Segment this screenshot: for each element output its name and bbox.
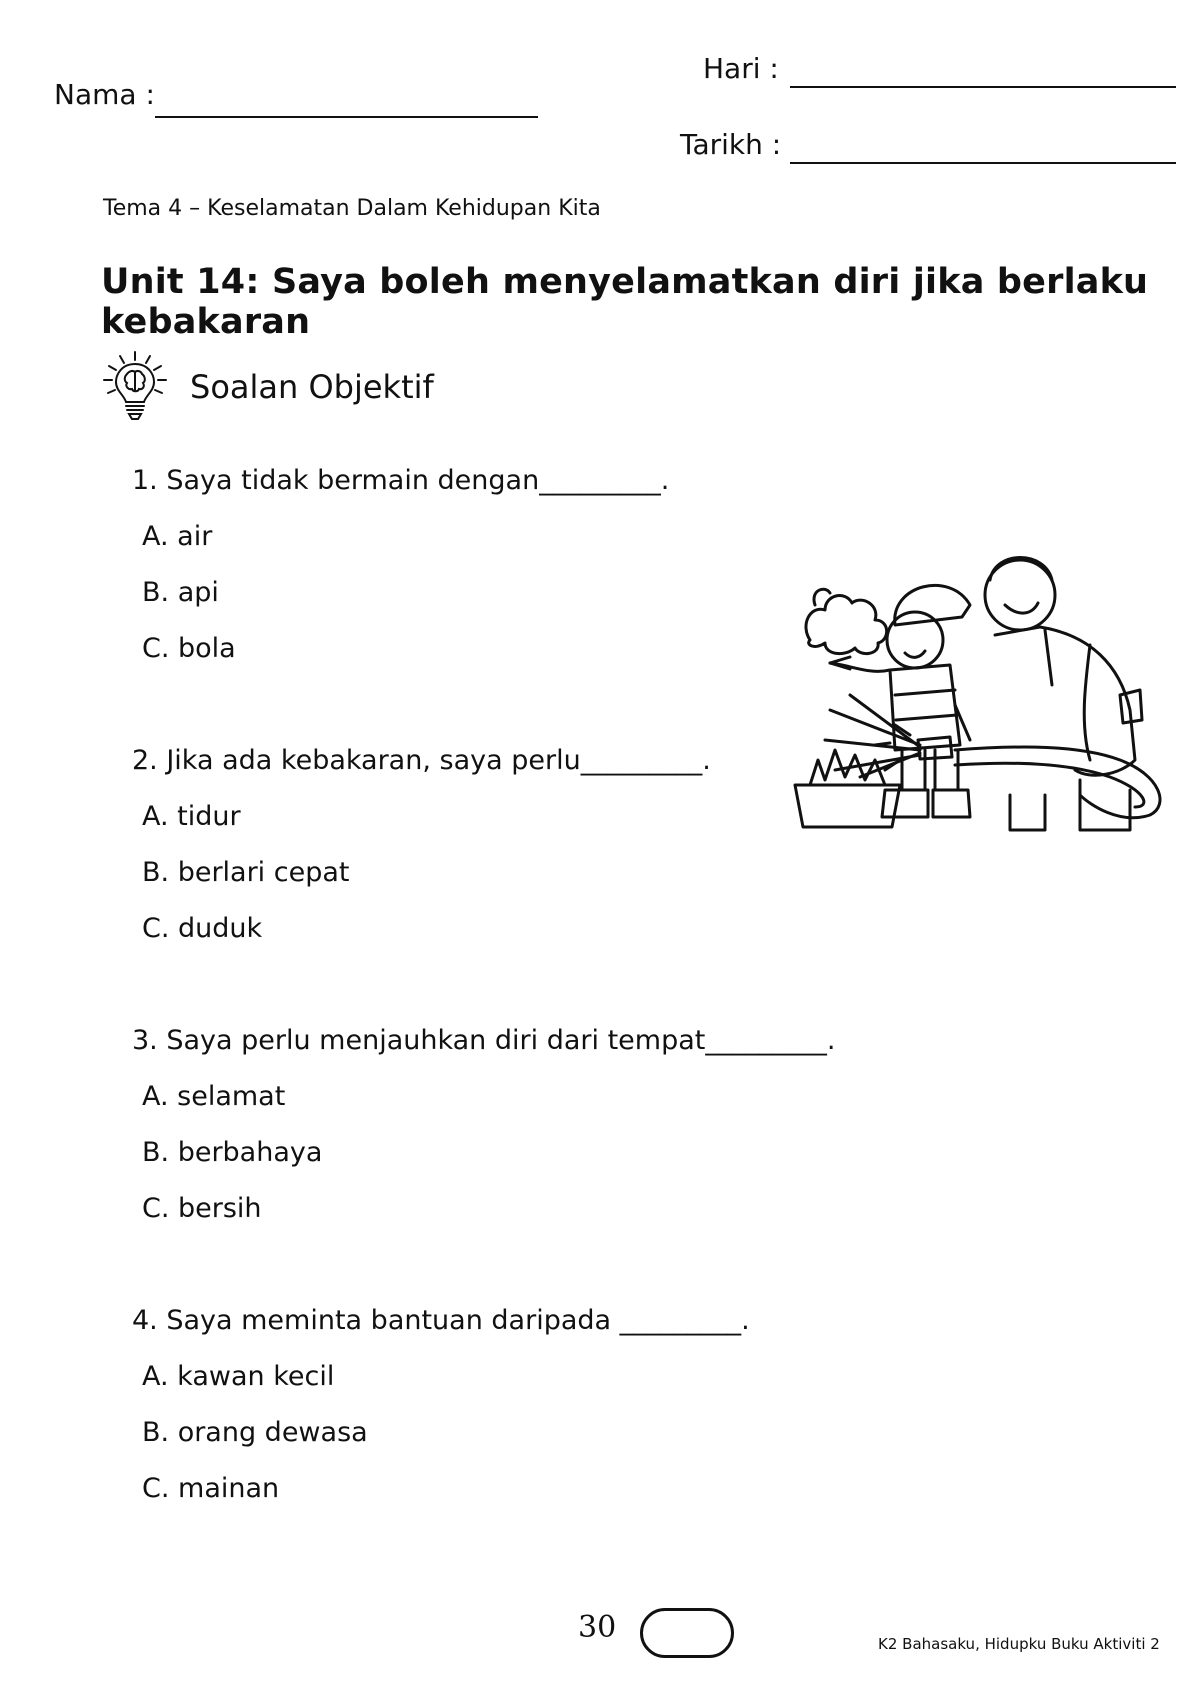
question-2-option-c[interactable]: C. duduk <box>142 913 263 944</box>
nama-label: Nama : <box>54 78 155 111</box>
question-3-option-b[interactable]: B. berbahaya <box>142 1137 323 1168</box>
question-1-option-b[interactable]: B. api <box>142 577 219 608</box>
question-3: 3. Saya perlu menjauhkan diri dari tempat_________. <box>132 1025 836 1056</box>
question-4-option-b[interactable]: B. orang dewasa <box>142 1417 368 1448</box>
unit-title: Unit 14: Saya boleh menyelamatkan diri jika berlaku kebakaran <box>101 262 1149 342</box>
question-2-option-a[interactable]: A. tidur <box>142 801 241 832</box>
question-4: 4. Saya meminta bantuan daripada _________. <box>132 1305 750 1336</box>
hari-field[interactable] <box>790 86 1176 88</box>
question-1-option-c[interactable]: C. bola <box>142 633 236 664</box>
question-1-option-a[interactable]: A. air <box>142 521 213 552</box>
section-title: Soalan Objektif <box>190 368 434 406</box>
question-4-option-c[interactable]: C. mainan <box>142 1473 280 1504</box>
page-score-box[interactable] <box>640 1608 734 1658</box>
hari-label: Hari : <box>703 52 779 85</box>
tarikh-label: Tarikh : <box>680 128 782 161</box>
question-3-option-c[interactable]: C. bersih <box>142 1193 262 1224</box>
book-footer: K2 Bahasaku, Hidupku Buku Aktiviti 2 <box>878 1635 1160 1653</box>
question-4-option-a[interactable]: A. kawan kecil <box>142 1361 335 1392</box>
question-2-option-b[interactable]: B. berlari cepat <box>142 857 350 888</box>
lightbulb-brain-icon <box>98 350 172 424</box>
firefighter-illustration <box>790 545 1180 845</box>
nama-field[interactable] <box>155 116 538 118</box>
question-3-option-a[interactable]: A. selamat <box>142 1081 286 1112</box>
tarikh-field[interactable] <box>790 162 1176 164</box>
page-number: 30 <box>578 1610 617 1645</box>
question-2: 2. Jika ada kebakaran, saya perlu_________. <box>132 745 711 776</box>
question-1: 1. Saya tidak bermain dengan_________. <box>132 465 670 496</box>
theme-subtitle: Tema 4 – Keselamatan Dalam Kehidupan Kita <box>103 196 601 221</box>
